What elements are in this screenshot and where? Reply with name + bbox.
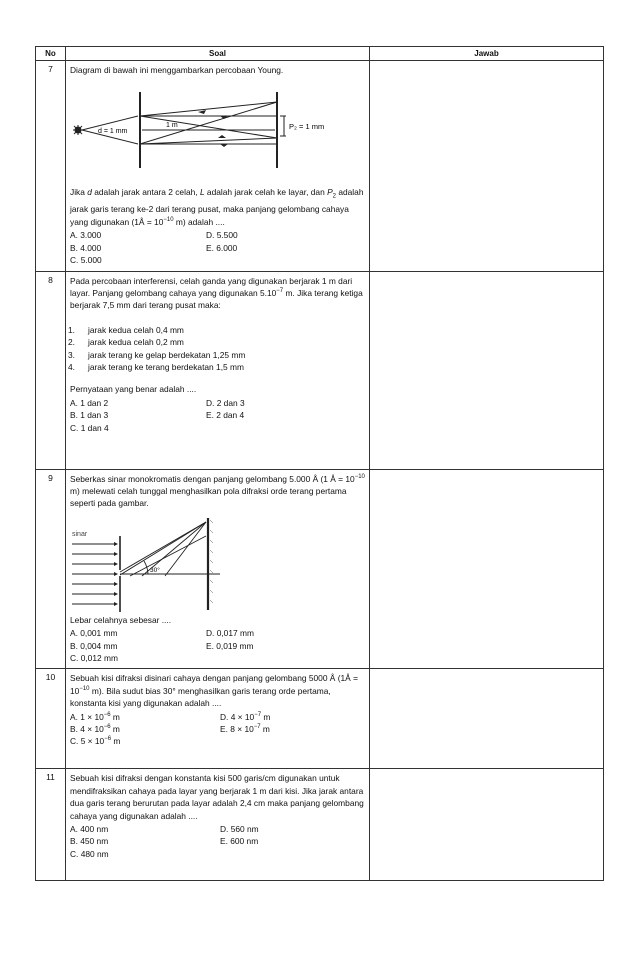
young-experiment-diagram (70, 76, 365, 186)
option-c: C. $5 \times 10^{-6}$ m (70, 736, 121, 747)
answer-options (70, 397, 365, 434)
header-no: No (36, 47, 66, 61)
option-e: E. 2 dan 4 (206, 410, 245, 421)
list-item: 3. jarak terang ke gelap berdekatan 1,25 mm (68, 349, 246, 360)
option-c: C. 5.000 (70, 255, 102, 266)
answer-cell[interactable] (370, 271, 604, 469)
question-number: 10 (36, 669, 66, 769)
question-number: 7 (36, 61, 66, 272)
question-intro: Diagram di bawah ini menggambarkan percobaan Young. (70, 65, 284, 75)
option-b: B. $4 \times 10^{-6}$ m (70, 723, 120, 734)
option-b: B. 4.000 (70, 242, 102, 253)
light-label: sinar (72, 530, 88, 538)
option-d: D. $4 \times 10^{-7}$ m (220, 711, 271, 722)
question-9 (66, 469, 370, 669)
answer-cell[interactable] (370, 61, 604, 272)
option-e: E. 6.000 (206, 242, 238, 253)
list-item: 1. jarak kedua celah 0,4 mm (68, 324, 184, 335)
option-d: D. 560 nm (220, 823, 259, 834)
question-prompt: Pernyataan yang benar adalah .... (70, 384, 197, 395)
question-8 (66, 271, 370, 469)
fringe-distance-label: P₂ = 1 mm (289, 122, 325, 132)
answer-options (70, 627, 365, 664)
header-soal: Soal (66, 47, 370, 61)
header-jawab: Jawab (370, 47, 604, 61)
table-row (36, 769, 604, 881)
option-e: E. $8 \times 10^{-7}$ m (220, 723, 270, 734)
option-d: D. 2 dan 3 (206, 397, 245, 408)
option-e: E. 600 nm (220, 836, 259, 847)
statement-list (68, 324, 365, 374)
screen-distance-label: 1 m (166, 122, 178, 130)
option-a: A. 1 dan 2 (70, 397, 109, 408)
question-table (35, 46, 604, 881)
option-b: B. 1 dan 3 (70, 410, 109, 421)
answer-cell[interactable] (370, 669, 604, 769)
option-b: B. 450 nm (70, 836, 109, 847)
question-number: 8 (36, 271, 66, 469)
option-d: D. 5.500 (206, 230, 238, 241)
option-c: C. 0,012 mm (70, 652, 118, 663)
question-10 (66, 669, 370, 769)
question-text: Sebuah kisi difraksi disinari cahaya dengan panjang gelombang 5000 Å (1Å = $10^{-10}$ m). Bila sudut bias 30° menghasilkan garis terang orde pertama, konstanta kisi yang digunakan adalah .... (70, 673, 358, 709)
option-e: E. 0,019 mm (206, 640, 254, 651)
question-prompt: Lebar celahnya sebesar .... (70, 614, 172, 625)
angle-label: 30° (150, 566, 160, 574)
table-row (36, 61, 604, 272)
option-d: D. 0,017 mm (206, 628, 254, 639)
answer-options (70, 823, 365, 860)
option-a: A. $1 \times 10^{-6}$ m (70, 711, 120, 722)
option-a: A. 3.000 (70, 230, 102, 241)
answer-options (70, 711, 365, 748)
table-row (36, 669, 604, 769)
question-11 (66, 769, 370, 881)
answer-cell[interactable] (370, 469, 604, 669)
question-text: Jika d adalah jarak antara 2 celah, L adalah jarak celah ke layar, dan $P_2$ adalah jarak garis terang ke-2 dari terang pusat, maka panjang gelombang cahaya yang digunakan (1Å = $10^{-10}$ m) adalah .... (70, 187, 364, 227)
slit-distance-label: d = 1 mm (98, 128, 128, 136)
answer-cell[interactable] (370, 769, 604, 881)
option-c: C. 1 dan 4 (70, 422, 109, 433)
single-slit-diagram (70, 514, 365, 614)
list-item: 4. jarak terang ke terang berdekatan 1,5 mm (68, 361, 244, 372)
option-a: A. 0,001 mm (70, 628, 118, 639)
question-number: 9 (36, 469, 66, 669)
table-row (36, 469, 604, 669)
table-header-row (36, 47, 604, 61)
question-7 (66, 61, 370, 272)
question-number: 11 (36, 769, 66, 881)
question-text: Sebuah kisi difraksi dengan konstanta kisi 500 garis/cm digunakan untuk mendifraksikan cahaya pada layar yang berjarak 1 m dari kisi. Jika jarak antara dua garis terang berurutan pada layar adalah 2,4 cm maka panjang gelombang cahaya yang digunakan adalah .... (70, 773, 364, 821)
question-text: Pada percobaan interferensi, celah ganda yang digunakan berjarak 1 m dari layar. Panjang gelombang cahaya yang digunakan $5.10^{-7}$ m. Jika terang ketiga berjarak 7,5 mm dari terang pusat maka: (70, 275, 363, 311)
table-row (36, 271, 604, 469)
answer-options (70, 229, 365, 266)
option-b: B. 0,004 mm (70, 640, 118, 651)
option-a: A. 400 nm (70, 823, 109, 834)
question-text: Seberkas sinar monokromatis dengan panjang gelombang 5.000 Å (1 Å = $10^{-10}$ m) melewati celah tunggal menghasilkan pola difraksi orde terang pertama seperti pada gambar. (70, 473, 365, 509)
option-c: C. 480 nm (70, 848, 109, 859)
list-item: 2. jarak kedua celah 0,2 mm (68, 337, 184, 348)
